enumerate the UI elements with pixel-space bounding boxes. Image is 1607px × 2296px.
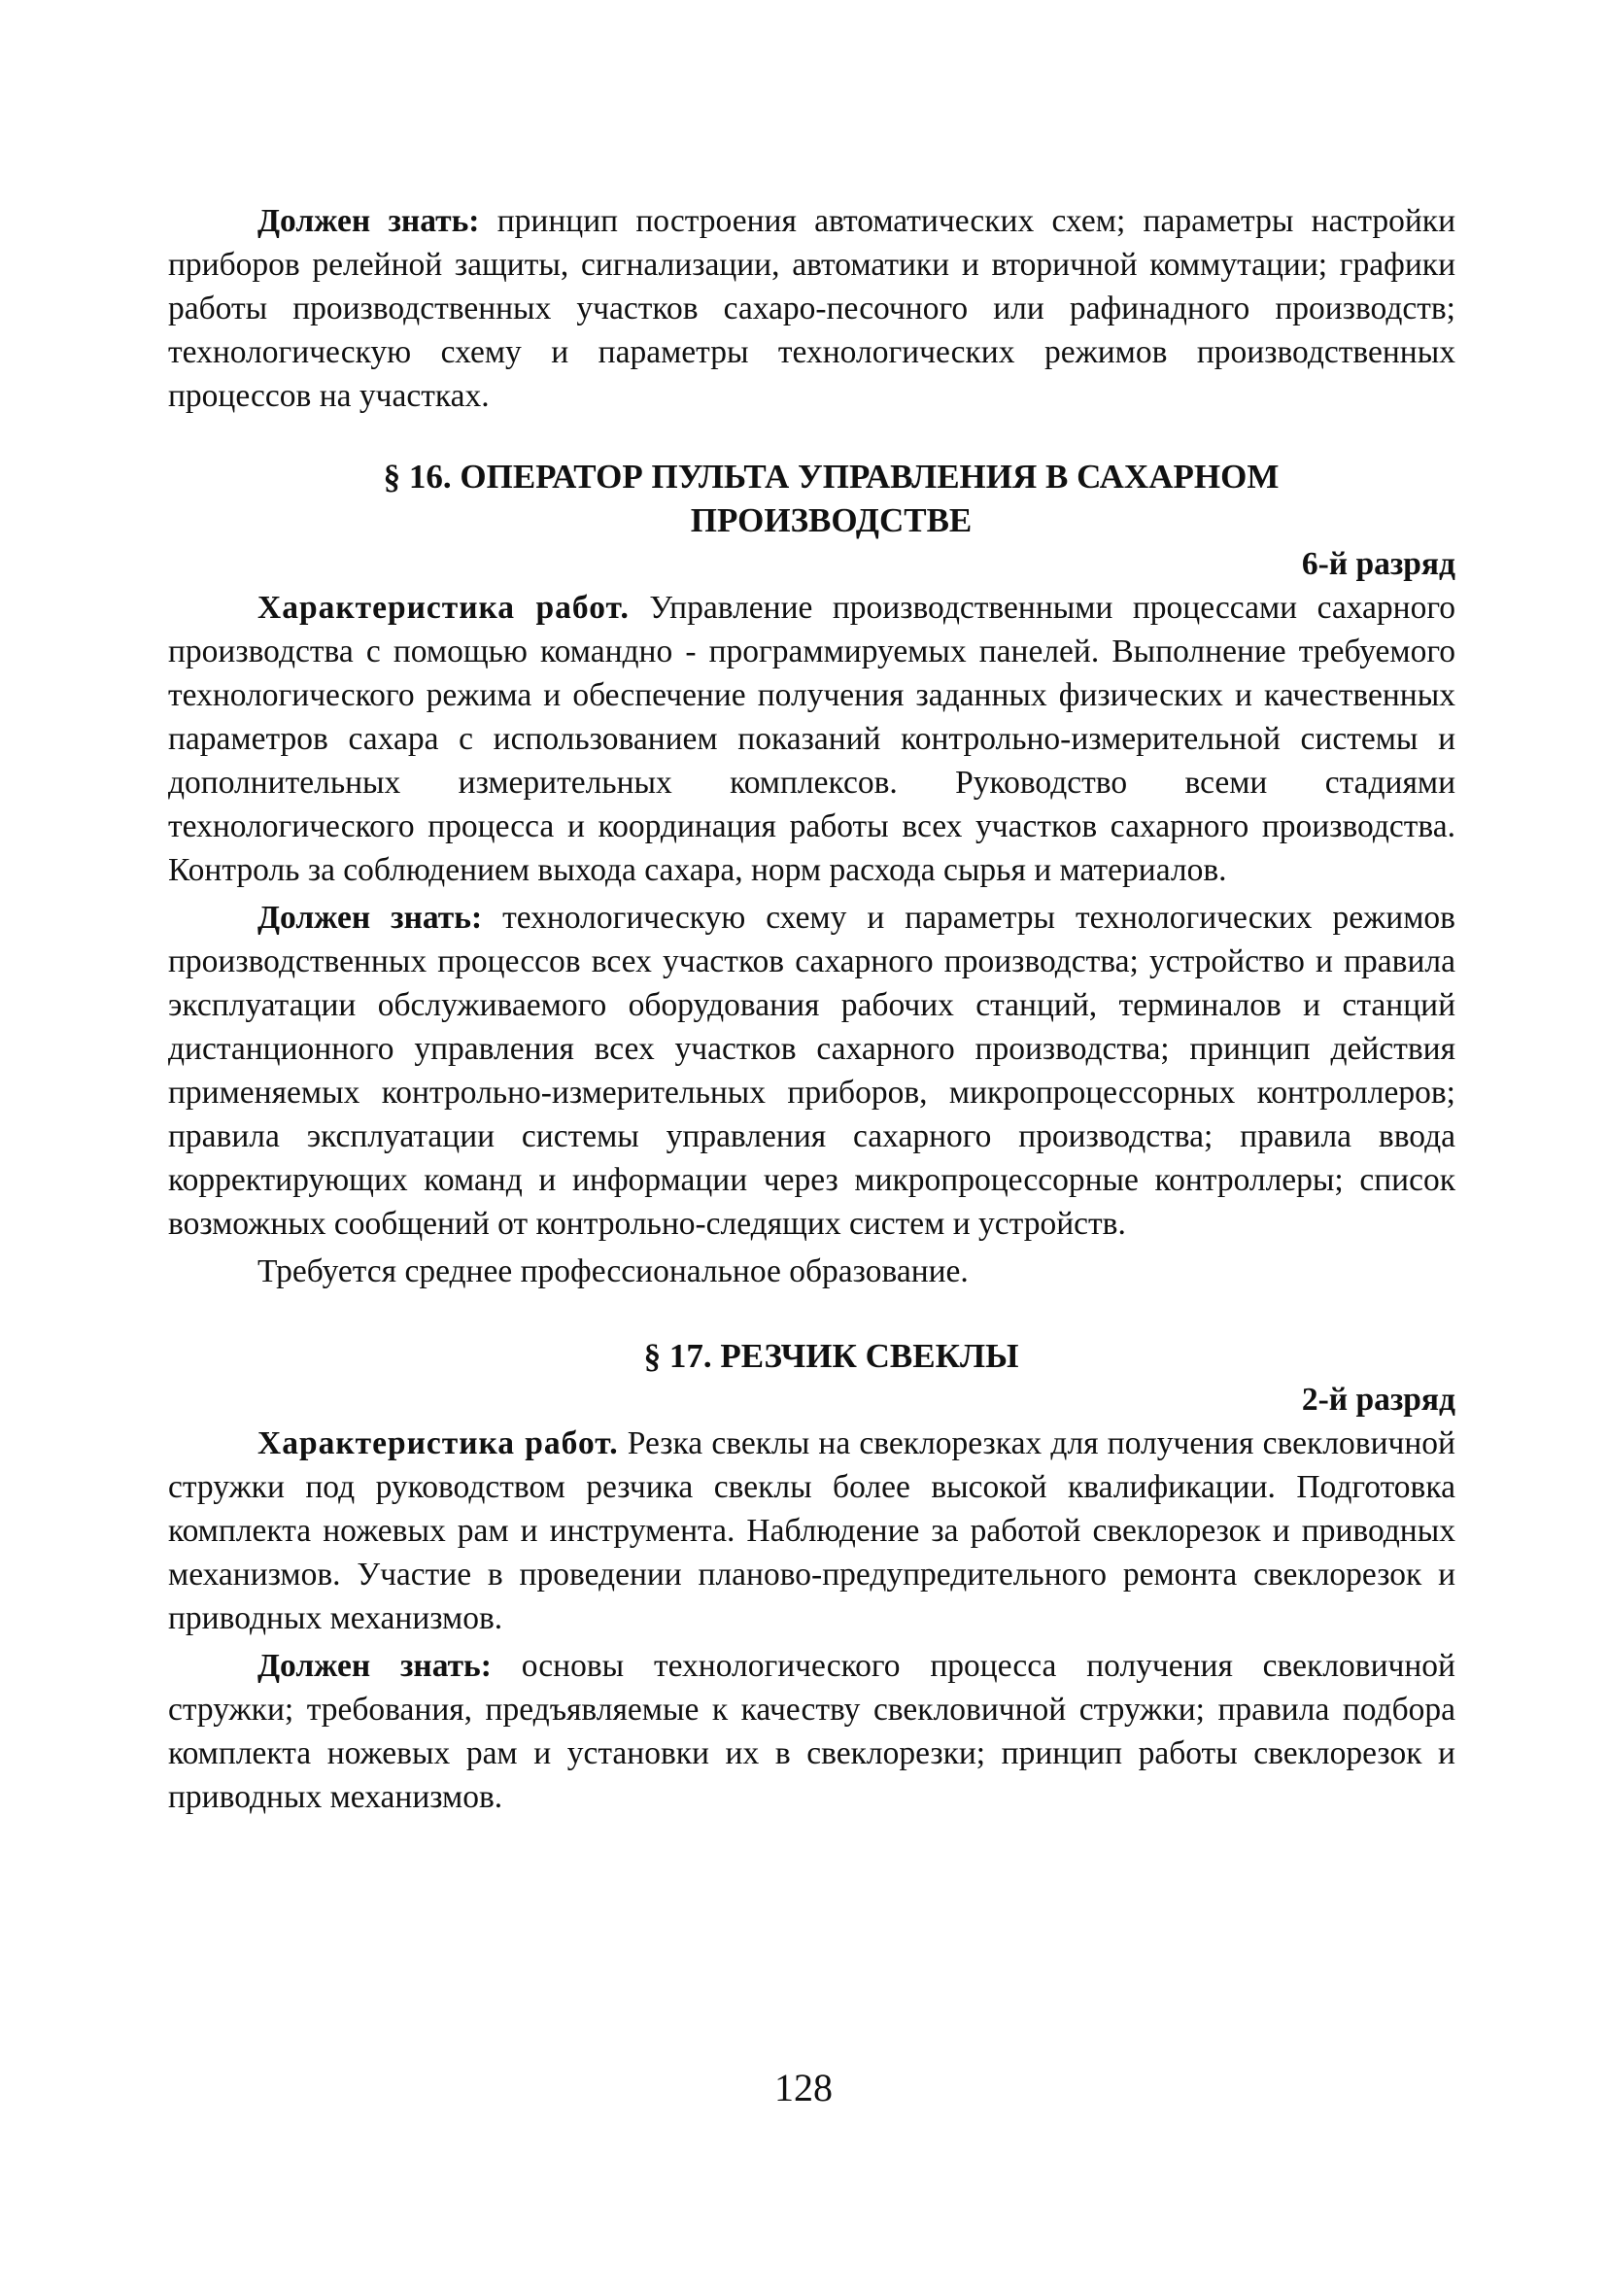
section-16-grade: 6-й разряд <box>1301 546 1455 582</box>
knowledge-text: принцип построения автоматических схем; параметры настройки приборов релейной защиты, сигнализации, автоматики и вторичной коммутации; графики работы производственных участков сахаро-песочного или рафинадного производств; технологическую схему и параметры технологических режимов производственных процессов на участках. <box>168 203 1455 414</box>
knowledge-text: основы технологического процесса получения свекловичной стружки; требования, предъявляемые к качеству свекловичной стружки; правила подбора комплекта ножевых рам и установки их в свеклорезки; принцип работы свеклорезок и приводных механизмов. <box>168 1648 1455 1815</box>
spacer <box>168 418 1455 455</box>
section-16-heading-line1: § 16. ОПЕРАТОР ПУЛЬТА УПРАВЛЕНИЯ В САХАРНОМ <box>383 458 1280 496</box>
characteristics-lead: Характеристика работ. <box>257 1425 619 1461</box>
characteristics-text: Управление производственными процессами сахарного производства с помощью командно - программируемых панелей. Выполнение требуемого технологического режима и обеспечение получения заданных физических и качественных параметров сахара с использованием показаний контрольно-измерительной системы и дополнительных измерительных комплексов. Руководство всеми стадиями технологического процесса и координация работы всех участков сахарного производства. Контроль за соблюдением выхода сахара, норм расхода сырья и материалов. <box>168 590 1455 888</box>
knowledge-lead: Должен знать: <box>257 1648 492 1684</box>
section-16-heading-line2: ПРОИЗВОДСТВЕ <box>690 501 973 539</box>
top-knowledge-paragraph <box>168 199 1455 418</box>
characteristics-text: Резка свеклы на свеклорезках для получения свекловичной стружки под руководством резчика свеклы более высокой квалификации. Подготовка комплекта ножевых рам и инструмента. Наблюдение за работой свеклорезок и приводных механизмов. Участие в проведении планово-предупредительного ремонта свеклорезок и приводных механизмов. <box>168 1425 1455 1636</box>
section-17-heading: § 17. РЕЗЧИК СВЕКЛЫ <box>643 1337 1019 1375</box>
page-number: 128 <box>774 2066 833 2109</box>
spacer <box>168 1293 1455 1334</box>
section-16-knowledge-paragraph <box>168 896 1455 1246</box>
section-17-grade: 2-й разряд <box>1301 1382 1455 1418</box>
knowledge-lead: Должен знать: <box>257 900 483 936</box>
knowledge-text: технологическую схему и параметры технологических режимов производственных процессов всех участков сахарного производства; устройство и правила эксплуатации обслуживаемого оборудования рабочих станций, терминалов и станций дистанционного управления всех участков сахарного производства; принцип действия применяемых контрольно-измерительных приборов, микропроцессорных контроллеров; правила эксплуатации системы управления сахарного производства; правила ввода корректирующих команд и информации через микропроцессорные контроллеры; список возможных сообщений от контрольно-следящих систем и устройств. <box>168 900 1455 1242</box>
characteristics-lead: Характеристика работ. <box>257 590 630 626</box>
section-16-characteristics-paragraph <box>168 586 1455 892</box>
document-page <box>168 199 1455 1819</box>
section-17-characteristics-paragraph <box>168 1422 1455 1640</box>
knowledge-lead: Должен знать: <box>257 203 480 239</box>
section-17-knowledge-paragraph <box>168 1644 1455 1819</box>
section-16-education: Требуется среднее профессиональное образование. <box>257 1253 969 1289</box>
